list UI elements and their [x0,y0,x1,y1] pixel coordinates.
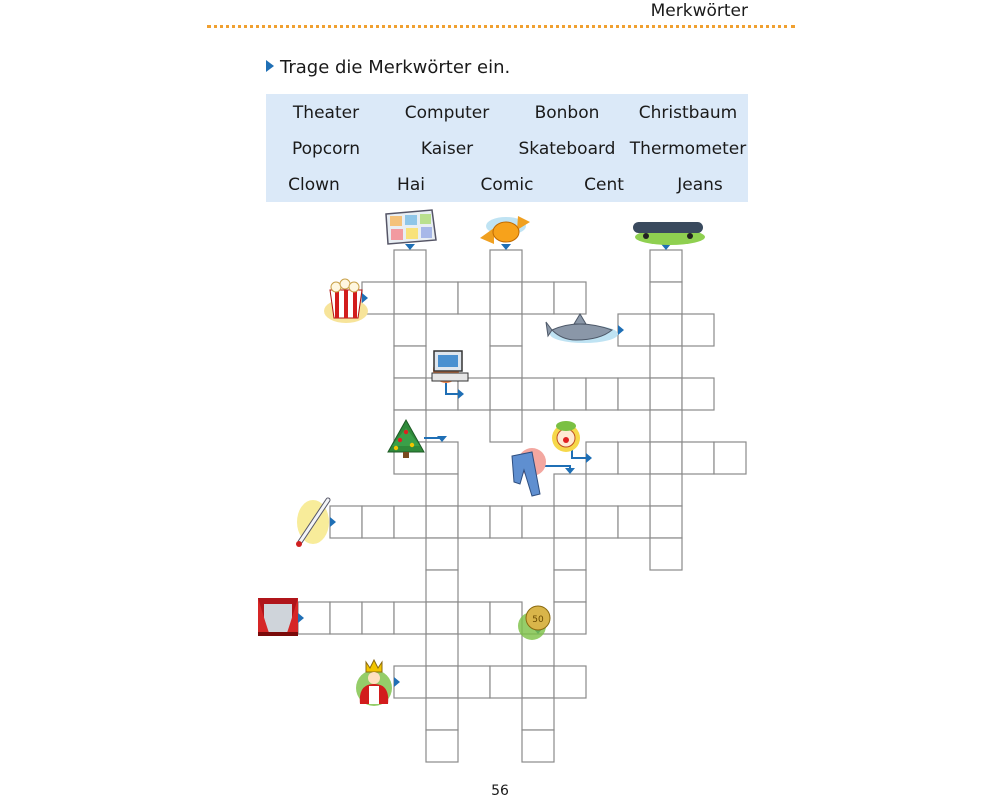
word-cent: Cent [584,175,624,195]
word-kaiser: Kaiser [420,139,474,159]
king-icon [356,660,392,706]
page-number: 56 [491,783,509,799]
word-clown: Clown [288,175,340,195]
clown-icon [552,421,580,452]
word-theater: Theater [292,103,360,123]
word-christbaum: Christbaum [638,103,738,123]
theater-icon [258,598,298,636]
christmas-tree-icon [388,420,424,458]
jeans-icon [512,448,546,496]
word-jeans: Jeans [677,175,723,195]
word-thermometer: Thermometer [629,139,747,159]
shark-icon [546,314,618,343]
popcorn-icon [324,279,368,323]
word-hai: Hai [397,175,425,195]
word-skateboard: Skateboard [518,139,616,159]
skateboard-icon [633,222,705,245]
word-bonbon: Bonbon [534,103,600,123]
comic-icon [386,210,436,244]
word-popcorn: Popcorn [291,139,361,159]
cent-coin-icon [518,606,550,640]
word-computer: Computer [404,103,490,123]
word-comic: Comic [480,175,534,195]
svg-text:50: 50 [532,615,544,625]
header-title: Merkwörter [650,1,748,21]
instruction-text: Trage die Merkwörter ein. [280,57,511,78]
computer-icon [432,351,468,383]
bonbon-icon [480,216,530,244]
thermometer-icon [296,500,329,547]
